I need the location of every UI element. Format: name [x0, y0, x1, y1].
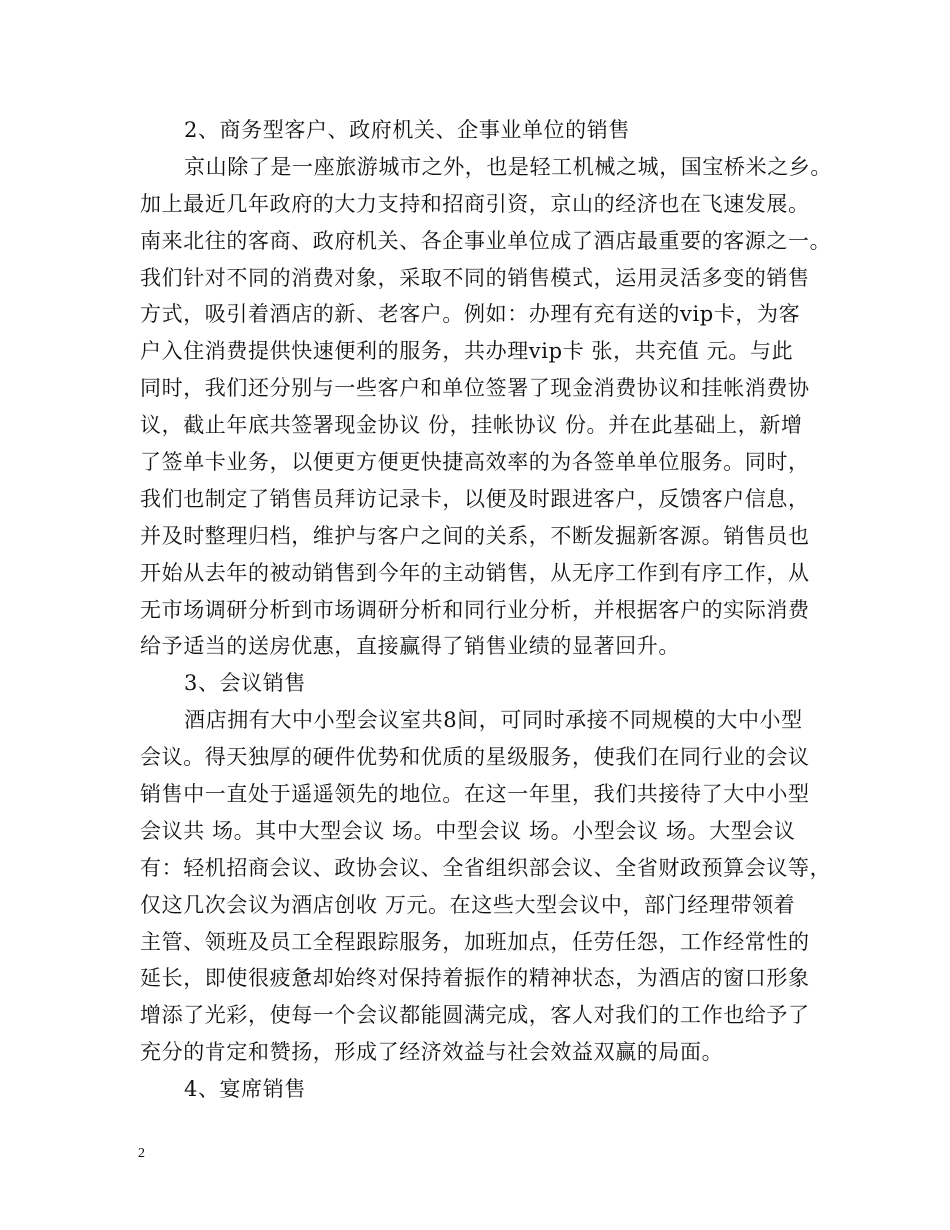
paragraph-line: 主管、领班及员工全程跟踪服务，加班加点，任劳任怨，工作经常性的 — [140, 929, 810, 954]
paragraph-line: 延长，即使很疲惫却始终对保持着振作的精神状态，为酒店的窗口形象 — [140, 966, 810, 991]
paragraph-line: 有：轻机招商会议、政协会议、全省组织部会议、全省财政预算会议等， — [140, 855, 832, 880]
section-heading-banquet-sales: 4、宴席销售 — [184, 1077, 306, 1102]
paragraph-line: 销售中一直处于遥遥领先的地位。在这一年里，我们共接待了大中小型 — [140, 782, 810, 807]
paragraph-line: 增添了光彩，使每一个会议都能圆满完成，客人对我们的工作也给予了 — [140, 1003, 810, 1028]
paragraph-line: 议，截止年底共签署现金协议 份，挂帐协议 份。并在此基础上，新增 — [140, 413, 803, 438]
paragraph-line: 给予适当的送房优惠，直接赢得了销售业绩的显著回升。 — [140, 634, 680, 659]
section-heading-meeting-sales: 3、会议销售 — [184, 671, 306, 696]
paragraph-line: 京山除了是一座旅游城市之外，也是轻工机械之城，国宝桥米之乡。 — [184, 154, 832, 179]
paragraph-line: 南来北往的客商、政府机关、各企事业单位成了酒店最重要的客源之一。 — [140, 228, 832, 253]
paragraph-line: 我们也制定了销售员拜访记录卡，以便及时跟进客户，反馈客户信息， — [140, 486, 810, 511]
paragraph-line: 户入住消费提供快速便利的服务，共办理vip卡 张，共充值 元。与此 — [140, 339, 794, 364]
section-heading-business-sales: 2、商务型客户、政府机关、企事业单位的销售 — [184, 118, 630, 142]
paragraph-line: 加上最近几年政府的大力支持和招商引资，京山的经济也在飞速发展。 — [140, 191, 810, 216]
paragraph-line: 同时，我们还分别与一些客户和单位签署了现金消费协议和挂帐消费协 — [140, 376, 810, 401]
paragraph-line: 会议。得天独厚的硬件优势和优质的星级服务，使我们在同行业的会议 — [140, 745, 810, 770]
page-number: 2 — [138, 1146, 145, 1161]
paragraph-line: 酒店拥有大中小型会议室共8间，可同时承接不同规模的大中小型 — [184, 708, 803, 733]
paragraph-line: 无市场调研分析到市场调研分析和同行业分析，并根据客户的实际消费 — [140, 597, 810, 622]
paragraph-line: 仅这几次会议为酒店创收 万元。在这些大型会议中，部门经理带领着 — [140, 892, 796, 917]
paragraph-line: 会议共 场。其中大型会议 场。中型会议 场。小型会议 场。大型会议 — [140, 818, 796, 843]
body-text — [140, 112, 832, 1108]
paragraph-line: 并及时整理归档，维护与客户之间的关系，不断发掘新客源。销售员也 — [140, 523, 810, 548]
paragraph-line: 方式，吸引着酒店的新、老客户。例如：办理有充有送的vip卡，为客 — [140, 302, 801, 327]
paragraph-line: 充分的肯定和赞扬，形成了经济效益与社会效益双赢的局面。 — [140, 1040, 724, 1065]
paragraph-line: 我们针对不同的消费对象，采取不同的销售模式，运用灵活多变的销售 — [140, 265, 810, 290]
paragraph-line: 了签单卡业务，以便更方便更快捷高效率的为各签单单位服务。同时， — [140, 450, 810, 475]
paragraph-line: 开始从去年的被动销售到今年的主动销售，从无序工作到有序工作，从 — [140, 560, 810, 585]
